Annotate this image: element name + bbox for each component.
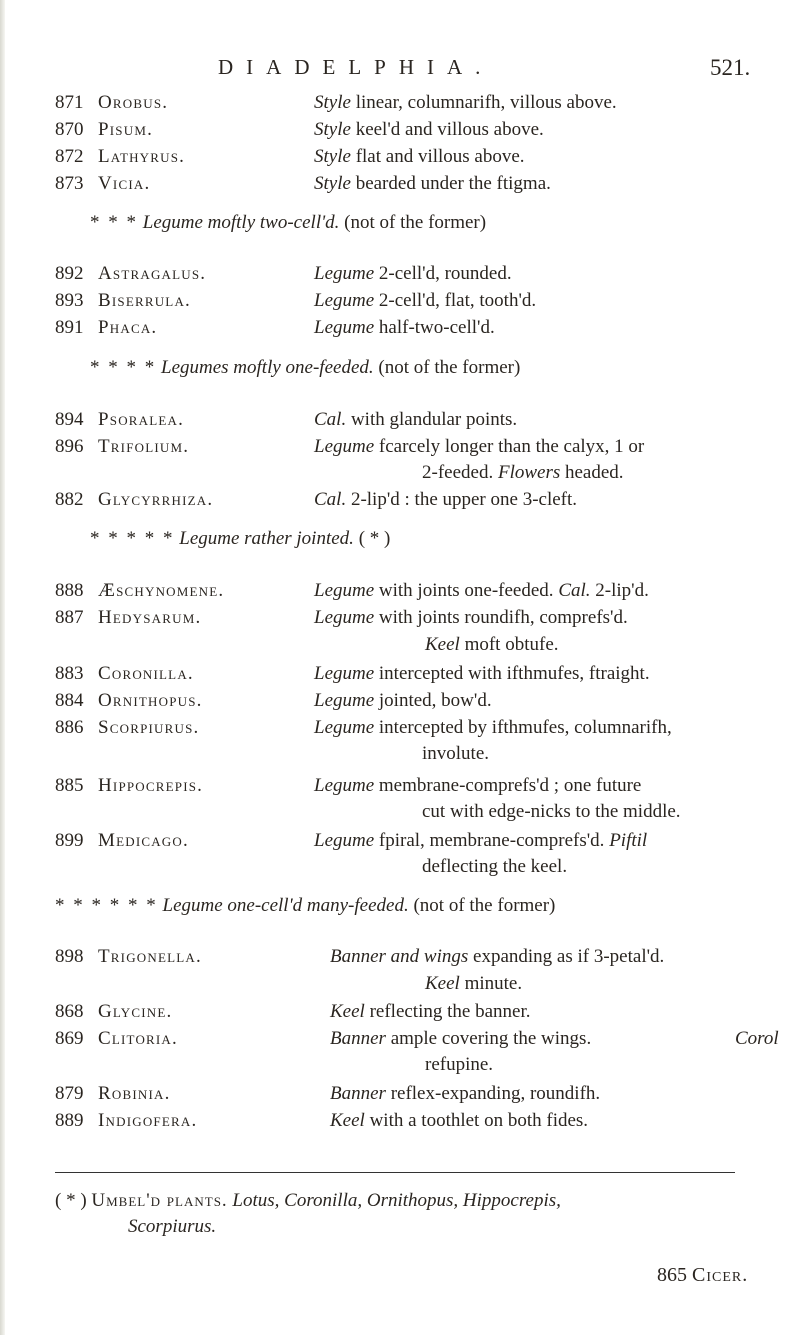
side-term: Corol xyxy=(735,1028,779,1049)
text: bearded under the ftigma. xyxy=(355,173,551,194)
text: linear, columnarifh, villous above. xyxy=(355,92,617,113)
continuation-text: Keel minute. xyxy=(425,973,523,994)
term: Keel xyxy=(330,1110,365,1131)
entry-row xyxy=(0,663,800,693)
text: with a toothlet on both fides. xyxy=(369,1110,589,1131)
entry-description xyxy=(314,663,650,685)
entry-number: 898 xyxy=(55,946,84,967)
continuation-text: Keel moft obtufe. xyxy=(425,634,559,655)
genus-name: Scorpiurus. xyxy=(98,717,200,738)
text: 2-cell'd, flat, tooth'd. xyxy=(378,290,537,311)
term: Cal. xyxy=(314,489,347,510)
continuation-text: refupine. xyxy=(425,1054,494,1075)
entry-description xyxy=(314,173,551,195)
entry-number: 868 xyxy=(55,1001,84,1022)
entry-continuation xyxy=(0,973,800,1003)
genus-name: Astragalus. xyxy=(98,263,207,284)
genus-name: Pisum. xyxy=(98,119,154,140)
genus-name: Indigofera. xyxy=(98,1110,198,1131)
section-note: ( * ) xyxy=(358,528,391,549)
term: Cal. xyxy=(558,580,591,601)
footnote-genera: Lotus, Coronilla, Ornithopus, Hippocrepis, xyxy=(232,1190,561,1211)
text: 2-lip'd : the upper one 3-cleft. xyxy=(350,489,578,510)
entry-description xyxy=(314,607,628,629)
entry-description xyxy=(314,489,577,511)
genus-name: Coronilla. xyxy=(98,663,194,684)
entry-number: 886 xyxy=(55,717,84,738)
term: Banner xyxy=(330,1028,386,1049)
term: Keel xyxy=(330,1001,365,1022)
section-stars: * * * * Legumes moftly one-feeded. (not of the former) xyxy=(90,357,521,378)
text: with joints one-feeded. xyxy=(378,580,554,601)
entry-number: 894 xyxy=(55,409,84,430)
genus-name: Biserrula. xyxy=(98,290,191,311)
genus-name: Vicia. xyxy=(98,173,151,194)
page-number: 521. xyxy=(710,55,751,80)
genus-name: Hippocrepis. xyxy=(98,775,204,796)
entry-description xyxy=(314,436,644,458)
term: Keel xyxy=(425,634,460,655)
entry-number: 888 xyxy=(55,580,84,601)
entry-row xyxy=(0,580,800,610)
text: fpiral, membrane-comprefs'd. xyxy=(378,830,605,851)
entry-number: 885 xyxy=(55,775,84,796)
text: 2-cell'd, rounded. xyxy=(378,263,512,284)
entry-row xyxy=(0,317,800,347)
entry-number: 872 xyxy=(55,146,84,167)
term: Legume xyxy=(314,317,375,338)
continuation-text: cut with edge-nicks to the middle. xyxy=(422,801,681,822)
genus-name: Medicago. xyxy=(98,830,189,851)
text: membrane-comprefs'd ; one future xyxy=(378,775,642,796)
genus-name: Hedysarum. xyxy=(98,607,202,628)
section-note: (not of the former) xyxy=(413,895,556,916)
running-title: DIADELPHIA. xyxy=(218,55,494,79)
text: half-two-cell'd. xyxy=(378,317,495,338)
term: Cal. xyxy=(314,409,347,430)
term: Legume xyxy=(314,290,375,311)
entry-row xyxy=(0,946,800,976)
section-note: (not of the former) xyxy=(378,357,521,378)
term: Legume xyxy=(314,436,375,457)
term: Legume xyxy=(314,690,375,711)
entry-description xyxy=(330,1001,530,1023)
entry-description xyxy=(314,119,544,141)
entry-continuation xyxy=(0,462,800,492)
entry-number: 871 xyxy=(55,92,84,113)
entry-row xyxy=(0,92,800,122)
entry-row xyxy=(0,1001,800,1031)
term: Legume xyxy=(314,830,375,851)
text: fcarcely longer than the calyx, 1 or xyxy=(378,436,645,457)
entry-number: 882 xyxy=(55,489,84,510)
entry-number: 899 xyxy=(55,830,84,851)
footnote-rule xyxy=(55,1172,735,1173)
continuation-text: involute. xyxy=(422,743,490,764)
term: Keel xyxy=(425,973,460,994)
entry-description xyxy=(314,580,649,602)
entry-row xyxy=(0,146,800,176)
entry-number: 873 xyxy=(55,173,84,194)
footnote-continuation: Scorpiurus. xyxy=(128,1216,217,1237)
genus-name: Robinia. xyxy=(98,1083,171,1104)
section-note: (not of the former) xyxy=(344,212,487,233)
catchword-word: Cicer. xyxy=(692,1264,749,1286)
section-title: Legume rather jointed. xyxy=(179,528,354,549)
entry-number: 889 xyxy=(55,1110,84,1131)
continuation-text: 2-feeded. Flowers headed. xyxy=(422,462,624,483)
text: ample covering the wings. xyxy=(390,1028,592,1049)
entry-description xyxy=(314,717,672,739)
section-stars: * * * * * Legume rather jointed. ( * ) xyxy=(90,528,391,549)
entry-description xyxy=(314,92,617,114)
term: Legume xyxy=(314,775,375,796)
catchword xyxy=(657,1264,748,1287)
genus-name: Clitoria. xyxy=(98,1028,178,1049)
term: Style xyxy=(314,173,351,194)
entry-continuation xyxy=(0,1054,800,1084)
text: flat and villous above. xyxy=(355,146,525,167)
entry-description xyxy=(330,946,664,968)
text: expanding as if 3-petal'd. xyxy=(473,946,665,967)
entry-row xyxy=(0,173,800,203)
section-stars: * * * Legume moftly two-cell'd. (not of the former) xyxy=(90,212,487,233)
genus-name: Glycyrrhiza. xyxy=(98,489,214,510)
footnote xyxy=(55,1190,561,1212)
section-title: Legume moftly two-cell'd. xyxy=(142,212,340,233)
term: Legume xyxy=(314,263,375,284)
entry-description xyxy=(314,775,641,797)
entry-continuation xyxy=(0,743,800,773)
continuation-text: deflecting the keel. xyxy=(422,856,568,877)
footnote-lead: Umbel'd plants. xyxy=(91,1190,228,1211)
section-stars: * * * * * * Legume one-cell'd many-feeded. (not of the former) xyxy=(55,895,556,916)
section-title: Legume one-cell'd many-feeded. xyxy=(162,895,409,916)
running-header xyxy=(0,55,800,95)
entry-row xyxy=(0,1110,800,1140)
genus-name: Psoralea. xyxy=(98,409,185,430)
entry-row xyxy=(0,290,800,320)
entry-row xyxy=(0,1083,800,1113)
entry-number: 892 xyxy=(55,263,84,284)
entry-description xyxy=(314,146,525,168)
term: Legume xyxy=(314,607,375,628)
genus-name: Æschynomene. xyxy=(98,580,225,601)
section-title: Legumes moftly one-feeded. xyxy=(161,357,374,378)
genus-name: Phaca. xyxy=(98,317,158,338)
entry-continuation xyxy=(0,634,800,664)
term: Banner xyxy=(330,1083,386,1104)
entry-row xyxy=(0,489,800,519)
entry-description xyxy=(314,830,647,852)
entry-number: 884 xyxy=(55,690,84,711)
entry-description xyxy=(330,1083,600,1105)
term: Legume xyxy=(314,580,375,601)
text: reflex-expanding, roundifh. xyxy=(390,1083,601,1104)
term: Legume xyxy=(314,663,375,684)
genus-name: Orobus. xyxy=(98,92,169,113)
genus-name: Lathyrus. xyxy=(98,146,186,167)
entry-continuation xyxy=(0,801,800,831)
entry-description xyxy=(314,317,495,339)
entry-row xyxy=(0,263,800,293)
entry-description xyxy=(314,690,492,712)
entry-number: 891 xyxy=(55,317,84,338)
entry-row xyxy=(0,409,800,439)
genus-name: Trifolium. xyxy=(98,436,190,457)
entry-continuation xyxy=(0,856,800,886)
entry-number: 887 xyxy=(55,607,84,628)
text: reflecting the banner. xyxy=(369,1001,531,1022)
entry-number: 870 xyxy=(55,119,84,140)
entry-description xyxy=(314,290,536,312)
text: intercepted by ifthmufes, columnarifh, xyxy=(378,717,672,738)
text: jointed, bow'd. xyxy=(378,690,492,711)
entry-number: 879 xyxy=(55,1083,84,1104)
genus-name: Ornithopus. xyxy=(98,690,203,711)
entry-number: 896 xyxy=(55,436,84,457)
genus-name: Glycine. xyxy=(98,1001,173,1022)
text: intercepted with ifthmufes, ftraight. xyxy=(378,663,650,684)
text: with joints roundifh, comprefs'd. xyxy=(378,607,628,628)
entry-row xyxy=(0,690,800,720)
term: Piftil xyxy=(609,830,648,851)
text: with glandular points. xyxy=(350,409,518,430)
entry-number: 883 xyxy=(55,663,84,684)
entry-description xyxy=(314,409,517,431)
term: Banner and wings xyxy=(330,946,469,967)
genus-name: Trigonella. xyxy=(98,946,202,967)
text: keel'd and villous above. xyxy=(355,119,544,140)
term: Legume xyxy=(314,717,375,738)
footnote-mark: ( * ) xyxy=(55,1190,87,1211)
term: Style xyxy=(314,92,351,113)
entry-description xyxy=(330,1110,588,1132)
entry-row xyxy=(0,119,800,149)
catchword-number: 865 xyxy=(657,1264,687,1286)
text: 2-lip'd. xyxy=(595,580,649,601)
entry-description xyxy=(314,263,512,285)
entry-row xyxy=(0,607,800,637)
term: Style xyxy=(314,146,351,167)
term: Flowers xyxy=(497,462,561,483)
term: Style xyxy=(314,119,351,140)
entry-number: 869 xyxy=(55,1028,84,1049)
entry-number: 893 xyxy=(55,290,84,311)
entry-description xyxy=(330,1028,591,1050)
